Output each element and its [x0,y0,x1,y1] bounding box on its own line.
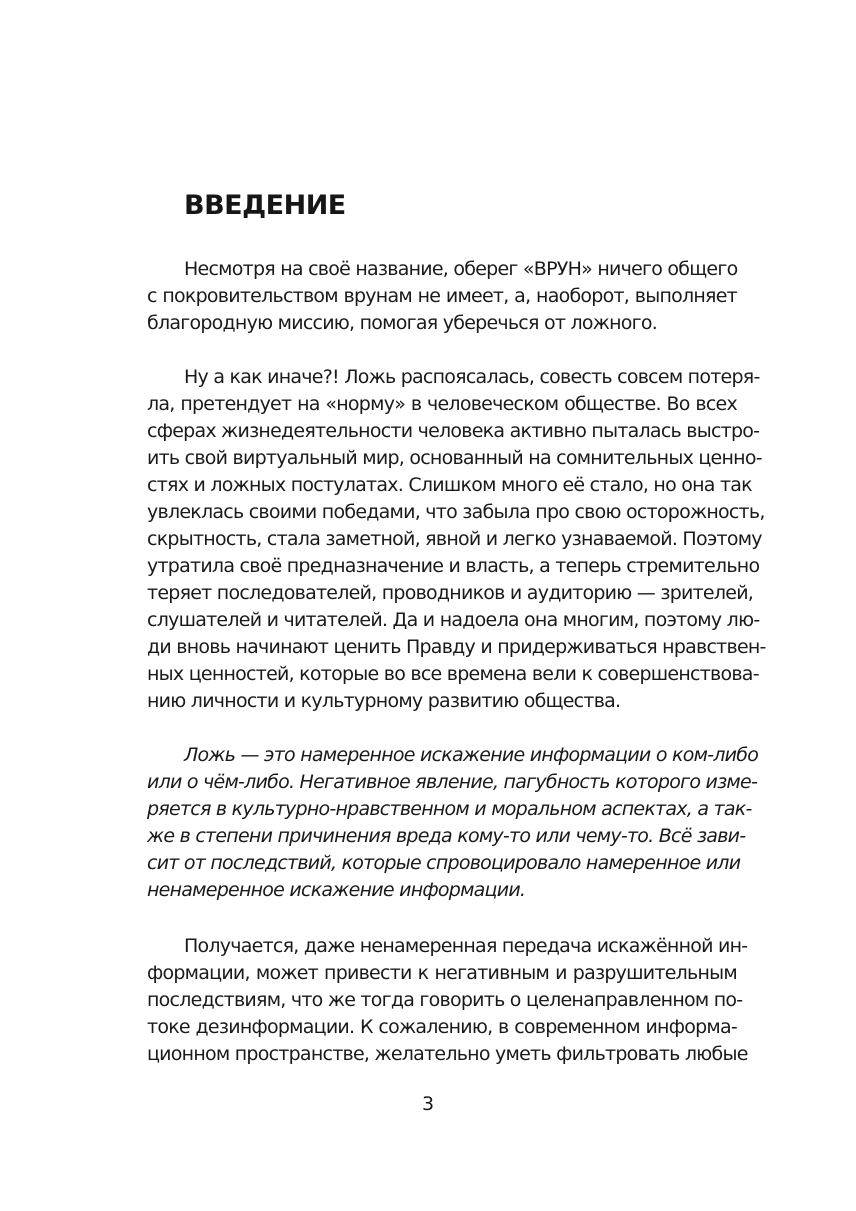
paragraph-line: ряется в культурно-нравственном и моральном аспектах, а так- [147,798,752,820]
paragraph-1 [147,256,737,337]
paragraph-line: нию личности и культурному развитию общества. [147,690,621,712]
paragraph-line: ить свой виртуальный мир, основанный на сомнительных ценно- [147,447,762,469]
paragraph-line: токе дезинформации. К сожалению, в современном информа- [147,1016,737,1038]
paragraph-line: теряет последователей, проводников и аудиторию — зрителей, [147,582,754,604]
paragraph-line: ненамеренное искажение информации. [147,879,526,901]
paragraph-line: сит от последствий, которые спровоцировало намеренное или [147,852,741,874]
paragraph-2 [147,364,766,715]
paragraph-line: ных ценностей, которые во все времена вели к совершенствова- [147,663,759,685]
paragraph-line: же в степени причинения вреда кому-то или чему-то. Всё зави- [147,825,746,847]
paragraph-line: или о чём-либо. Негативное явление, пагубность которого изме- [147,771,758,793]
paragraph-line: скрытность, стала заметной, явной и легко узнаваемой. Поэтому [147,528,762,550]
paragraph-line: слушателей и читателей. Да и надоела она многим, поэтому лю- [147,609,760,631]
paragraph-line: утратила своё предназначение и власть, а теперь стремительно [147,555,760,577]
paragraph-line: ди вновь начинают ценить Правду и придерживаться нравствен- [147,636,766,658]
paragraph-line: стях и ложных постулатах. Слишком много её стало, но она так [147,474,752,496]
page-number: 3 [421,1093,435,1115]
paragraph-line: увлеклась своими победами, что забыла про свою осторожность, [147,501,765,523]
paragraph-3-definition [147,742,759,904]
chapter-heading: ВВЕДЕНИЕ [184,190,346,221]
paragraph-line: ционном пространстве, желательно уметь фильтровать любые [147,1043,748,1065]
paragraph-line: Несмотря на своё название, оберег «ВРУН» ничего общего [184,258,738,280]
paragraph-line: ла, претендует на «норму» в человеческом обществе. Во всех [147,393,737,415]
paragraph-line: последствиям, что же тогда говорить о целенаправленном по- [147,989,743,1011]
paragraph-line: сферах жизнедеятельности человека активно пыталась выстро- [147,420,760,442]
paragraph-line: с покровительством врунам не имеет, а, наоборот, выполняет [147,285,737,307]
paragraph-line: Получается, даже ненамеренная передача искажённой ин- [184,935,748,957]
paragraph-line: формации, может привести к негативным и разрушительным [147,962,737,984]
paragraph-line: Ну а как иначе?! Ложь распоясалась, совесть совсем потеря- [184,366,760,388]
paragraph-line: благородную миссию, помогая уберечься от ложного. [147,312,658,334]
paragraph-4 [147,933,748,1068]
paragraph-line: Ложь — это намеренное искажение информации о ком-либо [184,744,759,766]
